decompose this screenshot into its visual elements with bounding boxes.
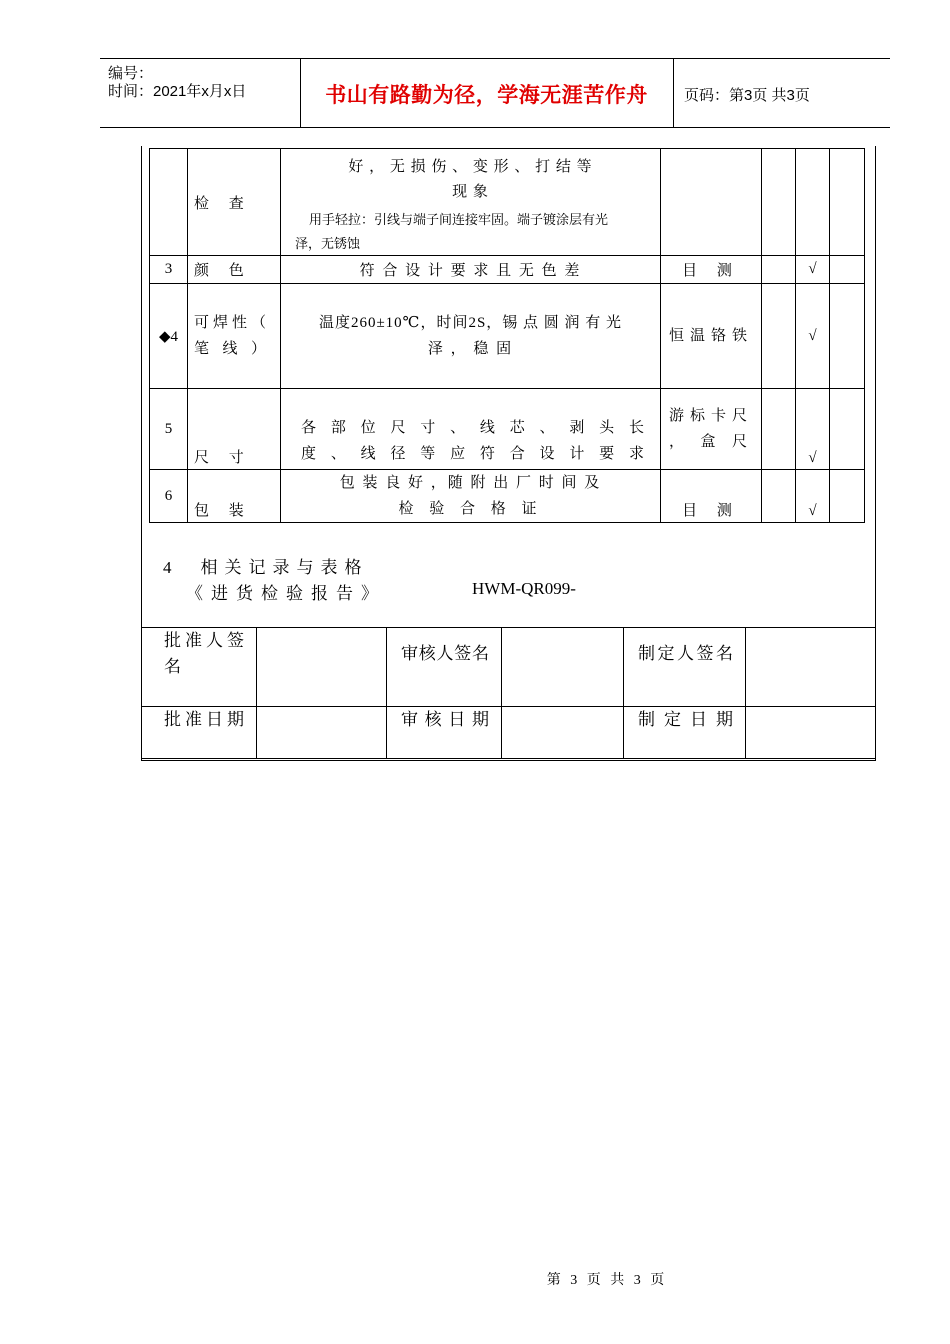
row-method: 游 标 卡 尺 ， 盒 尺	[661, 389, 762, 470]
row-requirement: 好 ， 无 损 伤 、 变 形 、 打 结 等 现 象 用手轻拉：引线与端子间连接牢固。端子镀涂层有光 泽，无锈蚀	[281, 149, 661, 256]
approve-sign-label: 批准人签名	[142, 628, 257, 707]
row-mark: √	[796, 284, 830, 389]
row-requirement: 包 装 良 好 ，随 附 出 厂 时 间 及 检 验 合 格 证	[281, 470, 661, 523]
review-date-field[interactable]	[502, 707, 624, 759]
table-row	[150, 284, 865, 389]
footer-page-number: 第 3 页 共 3 页	[546, 1273, 668, 1288]
records-number: 4	[163, 558, 179, 577]
approve-date-label: 批准日期	[142, 707, 257, 759]
row-number: 3	[150, 256, 188, 284]
table-row	[150, 470, 865, 523]
row-number: 5	[150, 389, 188, 470]
make-date-label: 制定日期	[624, 707, 746, 759]
records-heading	[163, 553, 369, 578]
make-sign-label: 制定人签名	[624, 628, 746, 707]
row-item: 包 装	[188, 470, 281, 523]
signature-table	[141, 627, 876, 759]
make-date-field[interactable]	[746, 707, 876, 759]
row-mark: √	[796, 389, 830, 470]
table-row	[150, 149, 865, 256]
inspection-table	[149, 148, 865, 523]
row-requirement: 符 合 设 计 要 求 且 无 色 差	[281, 256, 661, 284]
review-sign-field[interactable]	[502, 628, 624, 707]
page-footer	[0, 1269, 950, 1289]
header-info-cell	[100, 59, 301, 127]
table-row	[142, 628, 876, 707]
table-row	[150, 256, 865, 284]
approve-date-field[interactable]	[257, 707, 387, 759]
row-method: 恒 温 铬 铁	[661, 284, 762, 389]
doc-time-label: 时间：2021年x月x日	[108, 83, 247, 100]
row-requirement: 各 部 位 尺 寸 、 线 芯 、 剥 头 长 度 、 线 径 等 应 符 合 设 计 要 求	[281, 389, 661, 470]
records-title: 相关记录与表格	[200, 558, 369, 577]
table-row	[142, 707, 876, 759]
row-mark	[796, 149, 830, 256]
row-item: 颜 色	[188, 256, 281, 284]
header-page-number: 页码：第3页 共3页	[684, 87, 810, 104]
header-slogan: 书山有路勤为径，学海无涯苦作舟	[325, 83, 648, 107]
header-page-cell	[674, 59, 890, 127]
approve-sign-field[interactable]	[257, 628, 387, 707]
row-mark: √	[796, 470, 830, 523]
row-method: 目 测	[661, 256, 762, 284]
row-item: 检 查	[188, 149, 281, 256]
header-slogan-cell	[300, 59, 674, 127]
review-date-label: 审核日期	[387, 707, 502, 759]
page-header	[100, 58, 890, 128]
row-method: 目 测	[661, 470, 762, 523]
make-sign-field[interactable]	[746, 628, 876, 707]
row-item: 可 焊 性 （ 笔 线 ）	[188, 284, 281, 389]
records-form-code: HWM-QR099-	[472, 579, 576, 598]
row-number: 6	[150, 470, 188, 523]
row-number	[150, 149, 188, 256]
row-requirement: 温度260±10℃，时间2S，锡 点 圆 润 有 光 泽 ， 稳 固	[281, 284, 661, 389]
row-method	[661, 149, 762, 256]
row-mark: √	[796, 256, 830, 284]
table-row	[150, 389, 865, 470]
row-item: 尺 寸	[188, 389, 281, 470]
records-form-name: 《进货检验报告》	[186, 584, 386, 603]
doc-code-label: 编号：	[108, 65, 154, 82]
review-sign-label: 审核人签名	[387, 628, 502, 707]
row-number: ◆4	[150, 284, 188, 389]
